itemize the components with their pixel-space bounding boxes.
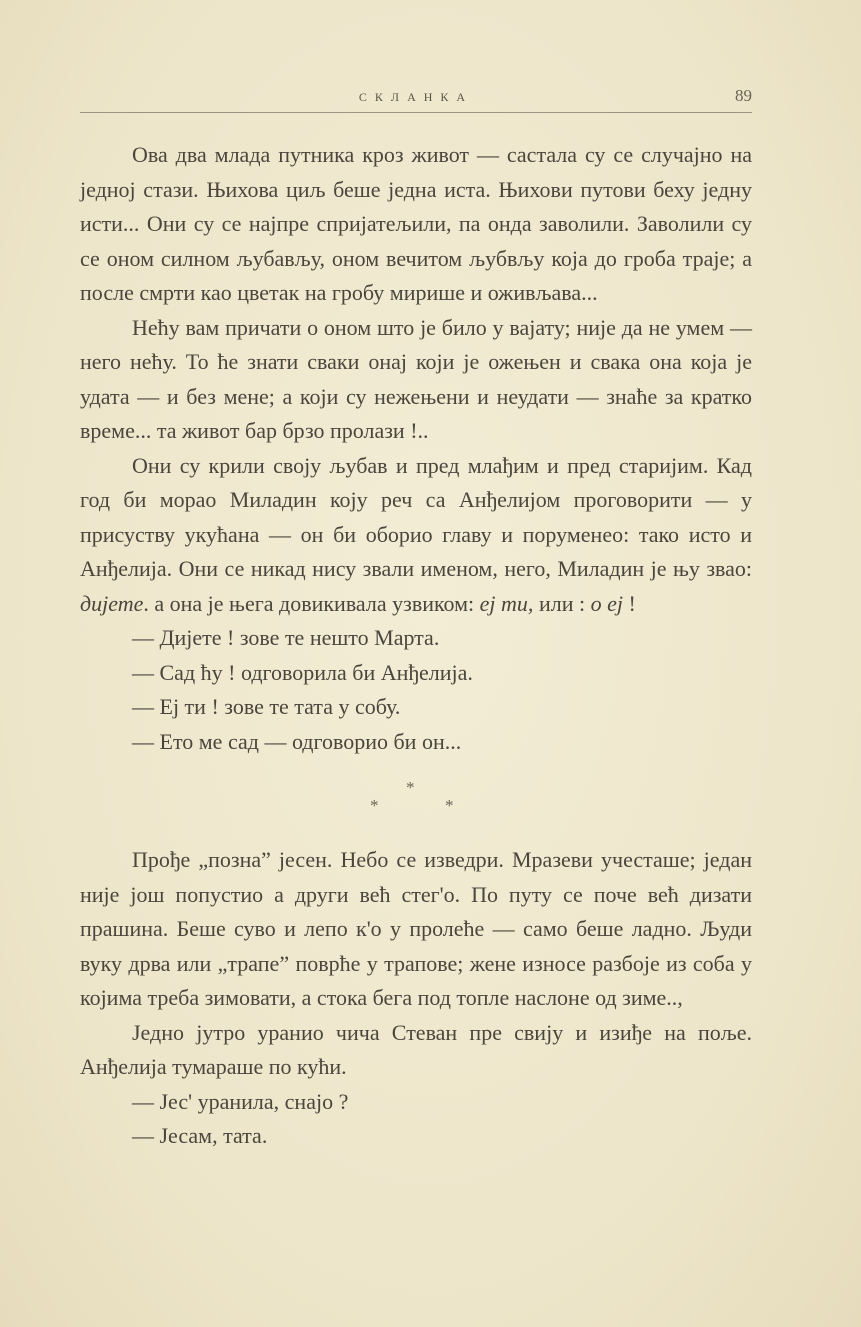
paragraph-3: [80, 449, 752, 622]
italic-word-o-ej: о еј: [590, 590, 623, 616]
paragraph-3-text-c: или :: [538, 590, 586, 616]
dialog-line: — Јесам, тата.: [132, 1123, 268, 1148]
dialog-line: — Јес' уранила, снајо ?: [132, 1088, 349, 1114]
dialog-line: — Еј ти ! зове те тата у собу.: [132, 694, 401, 719]
running-head: [80, 86, 752, 113]
paragraph-4: Прође „позна” јесен. Небо се изведри. Мразеви учесташе; један није још попустио а други већ стег'о. По путу се поче већ дизати прашина. Беше суво и лепо к'о у пролеће — само беше ладно. Људи вуку дрва или „трапе” поврће у трапове; жене износе разбоје из соба у којима треба зимовати, а стока бега под топле наслоне од зиме..,: [80, 847, 752, 1010]
paragraph-2: Нећу вам причати о оном што је било у вајату; није да не умем — него нећу. То ће знати сваки онај који је ожењен и свака она која је удата — и без мене; а који су нежењени и неудати — знаће за кратко време... та живот бар брзо пролази !..: [80, 314, 752, 443]
asterisk: *: [445, 796, 454, 815]
asterisk: *: [370, 796, 379, 815]
asterisk: *: [406, 778, 415, 797]
dialog-line: — Сад ћу ! одговорила би Анђелија.: [132, 659, 473, 685]
paragraph-1: Ова два млада путника кроз живот — састала су се случајно на једној стази. Њихова циљ беше једна иста. Њихови путови беху једну исти... Они су се најпре спријатељили, па онда заволили. Заволили су се оном силном љубављу, оном вечитом љубвљу која до гроба траје; а после смрти као цветак на гробу мирише и оживљава...: [80, 142, 752, 305]
body-text: [80, 138, 752, 1154]
paragraph-5: Једно јутро уранио чича Стеван пре свију и изиђе на поље. Анђелија тумараше по кући.: [80, 1019, 752, 1079]
dialog-line: — Дијете ! зове те нешто Марта.: [132, 625, 440, 650]
italic-word-ej-ti: еј ти,: [479, 590, 534, 616]
paragraph-3-text-d: !: [628, 590, 636, 616]
running-title: СКЛАНКА: [358, 90, 474, 104]
dialog-line: — Ето ме сад — одговорио би он...: [132, 728, 462, 754]
section-break: [80, 759, 752, 843]
paragraph-3-text-b: . а она је њега довикивала узвиком:: [143, 590, 475, 616]
page-number: 89: [735, 86, 752, 105]
italic-word-dijete: дијете: [80, 590, 144, 616]
paragraph-3-text: Они су крили своју љубав и пред млађим и пред старијим. Кад год би морао Миладин коју реч са Анђелијом проговорити — у присуству укућана — он би оборио главу и поруменео: тако исто и Анђелија. Они се никад нису звали именом, него, Миладин је њу звао:: [80, 452, 752, 581]
